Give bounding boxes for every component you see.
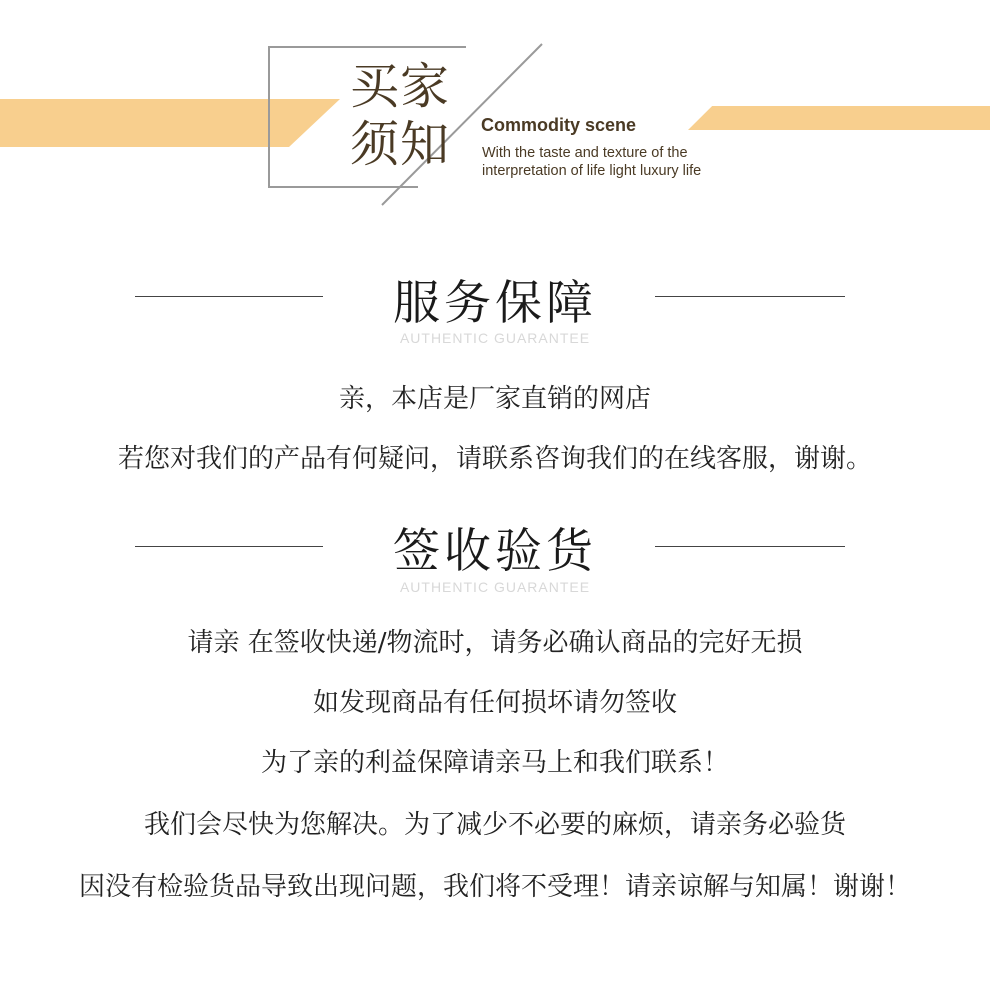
banner-subtitle xyxy=(482,144,701,180)
inspection-subtitle: AUTHENTIC GUARANTEE xyxy=(399,579,591,595)
service-line: 亲，本店是厂家直销的网店 xyxy=(338,384,651,414)
banner-title-line1: 买家 xyxy=(350,58,451,115)
banner-subtitle-line2: interpretation of life light luxury life xyxy=(482,163,702,179)
banner-heading: Commodity scene xyxy=(481,115,637,135)
banner-title xyxy=(350,58,475,174)
inspection-line: 请亲 在签收快递/物流时，请务必确认商品的完好无损 xyxy=(187,628,803,658)
accent-band-right xyxy=(688,106,990,130)
banner-subtitle-line1: With the taste and texture of the xyxy=(482,145,688,161)
service-line: 若您对我们的产品有何疑问，请联系咨询我们的在线客服，谢谢。 xyxy=(117,444,872,474)
service-subtitle: AUTHENTIC GUARANTEE xyxy=(399,330,591,346)
inspection-line: 为了亲的利益保障请亲马上和我们联系！ xyxy=(260,748,729,778)
inspection-line: 如发现商品有任何损坏请勿签收 xyxy=(312,688,677,718)
notice-banner xyxy=(0,0,990,220)
banner-title-line2: 须知 xyxy=(350,116,451,173)
inspection-title: 签收验货 xyxy=(393,524,597,579)
service-title: 服务保障 xyxy=(393,276,597,331)
inspection-line: 因没有检验货品导致出现问题，我们将不受理！请亲谅解与知属！谢谢！ xyxy=(78,872,911,902)
inspection-line: 我们会尽快为您解决。为了减少不必要的麻烦，请亲务必验货 xyxy=(143,810,846,840)
